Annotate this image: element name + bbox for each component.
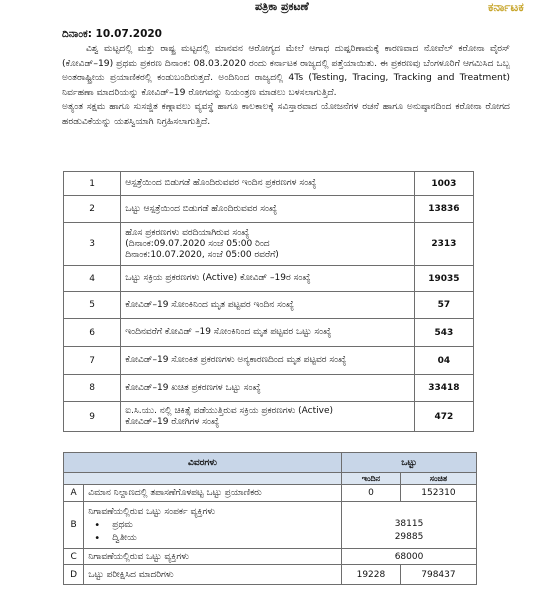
statistics-table — [63, 171, 474, 432]
list-item: • ದ್ವಿತೀಯ — [88, 532, 337, 545]
row-value: 13836 — [414, 196, 473, 223]
table-row — [64, 196, 474, 223]
row-letter: A — [64, 485, 84, 502]
row-label: ವಿಮಾನ ನಿಲ್ದಾಣದಲ್ಲಿ ತಪಾಸಣೆಗೊಳಪಟ್ಟ ಒಟ್ಟು ಪ್ರಯಾಣಿಕರು — [84, 485, 342, 502]
row-value: 543 — [414, 319, 473, 347]
row-label — [121, 402, 414, 432]
row-number: 6 — [64, 319, 121, 347]
table-row — [64, 223, 474, 266]
summary-table — [63, 452, 477, 585]
header — [60, 0, 530, 24]
row-label-line: ದಿನಾಂಕ:10.07.2020, ಸಂಜೆ 05:00 ರವರೆಗೆ) — [125, 249, 279, 260]
row-label-line: ಕೋವಿಡ್–19 ರೋಗಿಗಳ ಸಂಖ್ಯೆ — [125, 416, 220, 427]
today-subheader: ಇಂದಿನ — [342, 473, 401, 485]
paragraph: ಅತ್ಯಂತ ಸಕ್ಷಮ ಹಾಗೂ ಸುಸಜ್ಜಿತ ಕಣ್ಗಾವಲು ವ್ಯವಸ್ಥೆ ಹಾಗೂ ಕಾಲಕಾಲಕ್ಕೆ ಸವಿಸ್ತಾರವಾದ ಯೋಜನೆಗಳ ರಚನೆ ಹಾಗೂ ಅನುಷ್ಠಾನದಿಂದ ಕರೋನಾ ರೋಗದ ಹರಡುವಿಕೆಯನ್ನು ಯಶಸ್ವಿಯಾಗಿ ನಿಗ್ರಹಿಸಲಾಗುತ್ತಿದೆ. — [62, 101, 510, 127]
row-cumulative-value: 798437 — [400, 565, 476, 585]
row-cumulative-value: 152310 — [400, 485, 476, 502]
table-row — [64, 266, 474, 292]
table-row — [64, 375, 474, 402]
row-number: 8 — [64, 375, 121, 402]
row-label — [84, 502, 342, 549]
row-value: 33418 — [414, 375, 473, 402]
summary-header-row — [64, 453, 477, 473]
row-today-value: 19228 — [342, 565, 401, 585]
row-label: ಕೋವಿಡ್–19 ಸೋಂಕಿನಿಂದ ಮೃತ ಪಟ್ಟವರ ಇಂದಿನ ಸಂಖ್ಯೆ — [121, 292, 414, 319]
row-value: 57 — [414, 292, 473, 319]
contact-categories-list — [88, 519, 337, 545]
header-title: ಪತ್ರಿಕಾ ಪ್ರಕಟಣೆ — [255, 0, 309, 13]
row-label: ಒಟ್ಟು ಪರೀಕ್ಷಿಸಿದ ಮಾದರಿಗಳು — [84, 565, 342, 585]
table-row — [64, 172, 474, 196]
table-row — [64, 502, 477, 549]
row-label: ಕೋವಿಡ್–19 ಖಚಿತ ಪ್ರಕರಣಗಳ ಒಟ್ಟು ಸಂಖ್ಯೆ — [121, 375, 414, 402]
blank-subheader — [64, 473, 342, 485]
row-value: 472 — [414, 402, 473, 432]
row-number: 3 — [64, 223, 121, 266]
row-value: 04 — [414, 347, 473, 375]
table-row — [64, 319, 474, 347]
row-letter: D — [64, 565, 84, 585]
summary-subheader-row — [64, 473, 477, 485]
cumulative-subheader: ಸಂಚಿತ — [400, 473, 476, 485]
intro-text — [62, 42, 510, 130]
row-label: ಒಟ್ಟು ಸಕ್ರಿಯ ಪ್ರಕರಣಗಳು (Active) ಕೋವಿಡ್ –19ರ ಸಂಖ್ಯೆ — [121, 266, 414, 292]
row-label-text: ನಿಗಾವಣೆಯಲ್ಲಿರುವ ಒಟ್ಟು ಸಂಪರ್ಕ ವ್ಯಕ್ತಿಗಳು — [88, 506, 216, 517]
row-number: 1 — [64, 172, 121, 196]
list-item: • ಪ್ರಥಮ — [88, 519, 337, 532]
row-letter: B — [64, 502, 84, 549]
row-label: ಒಟ್ಟು ಆಸ್ಪತ್ರೆಯಿಂದ ಬಿಡುಗಡೆ ಹೊಂದಿರುವವರ ಸಂಖ್ಯೆ — [121, 196, 414, 223]
table-row — [64, 402, 474, 432]
row-value: 68000 — [342, 549, 477, 565]
row-label: ಇಂದಿನವರೆಗೆ ಕೋವಿಡ್ –19 ಸೋಂಕಿನಿಂದ ಮೃತ ಪಟ್ಟವರ ಒಟ್ಟು ಸಂಖ್ಯೆ — [121, 319, 414, 347]
row-label: ಆಸ್ಪತ್ರೆಯಿಂದ ಬಿಡುಗಡೆ ಹೊಂದಿರುವವರ ಇಂದಿನ ಪ್ರಕರಣಗಳ ಸಂಖ್ಯೆ — [121, 172, 414, 196]
row-number: 7 — [64, 347, 121, 375]
table-row — [64, 549, 477, 565]
row-value: 29885 — [394, 532, 424, 542]
row-number: 5 — [64, 292, 121, 319]
row-label: ನಿಗಾವಣೆಯಲ್ಲಿರುವ ಒಟ್ಟು ವ್ಯಕ್ತಿಗಳು — [84, 549, 342, 565]
row-label — [121, 223, 414, 266]
row-today-value: 0 — [342, 485, 401, 502]
row-value: 2313 — [414, 223, 473, 266]
table-row — [64, 292, 474, 319]
row-number: 4 — [64, 266, 121, 292]
table-row — [64, 485, 477, 502]
row-value: 19035 — [414, 266, 473, 292]
table-row — [64, 565, 477, 585]
row-label-line: ಐ.ಸಿ.ಯು. ನಲ್ಲಿ ಚಿಕಿತ್ಸೆ ಪಡೆಯುತ್ತಿರುವ ಸಕ್ರಿಯ ಪ್ರಕರಣಗಳು (Active) — [125, 405, 334, 416]
total-header: ಒಟ್ಟು — [342, 453, 477, 473]
paragraph: ವಿಶ್ವ ಮಟ್ಟದಲ್ಲಿ ಮತ್ತು ರಾಷ್ಟ್ರ ಮಟ್ಟದಲ್ಲಿ ಮಾನವನ ಆರೋಗ್ಯದ ಮೇಲೆ ಆಗಾಧ ದುಷ್ಪರಿಣಾಮಕ್ಕೆ ಕಾರಣವಾದ ನೋವೆಲ್ ಕರೋನಾ ವೈರಸ್ (ಕೋವಿಡ್–19) ಪ್ರಥಮ ಪ್ರಕರಣ ದಿನಾಂಕ: 08.03.2020 ರಂದು ಕರ್ನಾಟಕ ರಾಜ್ಯದಲ್ಲಿ ಪತ್ತೆಯಾಯಿತು. ಈ ಪ್ರಕರಣವು ಬೆಂಗಳೂರಿಗೆ ಆಗಮಿಸಿದ ಒಬ್ಬ ಅಂತರಾಷ್ಟ್ರೀಯ ಪ್ರಯಾಣಿಕರಲ್ಲಿ ಕಂಡುಬಂದಿರುತ್ತದೆ. ಅಂದಿನಿಂದ ರಾಜ್ಯದಲ್ಲಿ 4Ts (Testing, Tracing, Tracking and Treatment) ನಿರ್ವಹಣಾ ಮಾದರಿಯನ್ನು ಕೋವಿಡ್–19 ರೋಗವನ್ನು ನಿಯಂತ್ರಣ ಮಾಡಲು ಬಳಸಲಾಗುತ್ತಿದೆ. — [62, 43, 510, 98]
row-label-line: ಹೊಸ ಪ್ರಕರಣಗಳು ವರದಿಯಾಗಿರುವ ಸಂಖ್ಯೆ — [125, 227, 250, 238]
row-label-line: (ದಿನಾಂಕ:09.07.2020 ಸಂಜೆ 05:00 ರಿಂದ — [125, 238, 270, 249]
row-label: ಕೋವಿಡ್–19 ಸೋಂಕಿತ ಪ್ರಕರಣಗಳು ಅನ್ಯಕಾರಣದಿಂದ ಮೃತ ಪಟ್ಟವರ ಸಂಖ್ಯೆ — [121, 347, 414, 375]
row-letter: C — [64, 549, 84, 565]
row-number: 2 — [64, 196, 121, 223]
row-values — [342, 502, 477, 549]
details-header: ವಿವರಗಳು — [64, 453, 342, 473]
row-number: 9 — [64, 402, 121, 432]
table-row — [64, 347, 474, 375]
government-logo: ಕರ್ನಾಟಕ — [488, 0, 524, 12]
date-line: ದಿನಾಂಕ: 10.07.2020 — [62, 28, 162, 40]
row-value: 38115 — [394, 519, 424, 529]
row-value: 1003 — [414, 172, 473, 196]
